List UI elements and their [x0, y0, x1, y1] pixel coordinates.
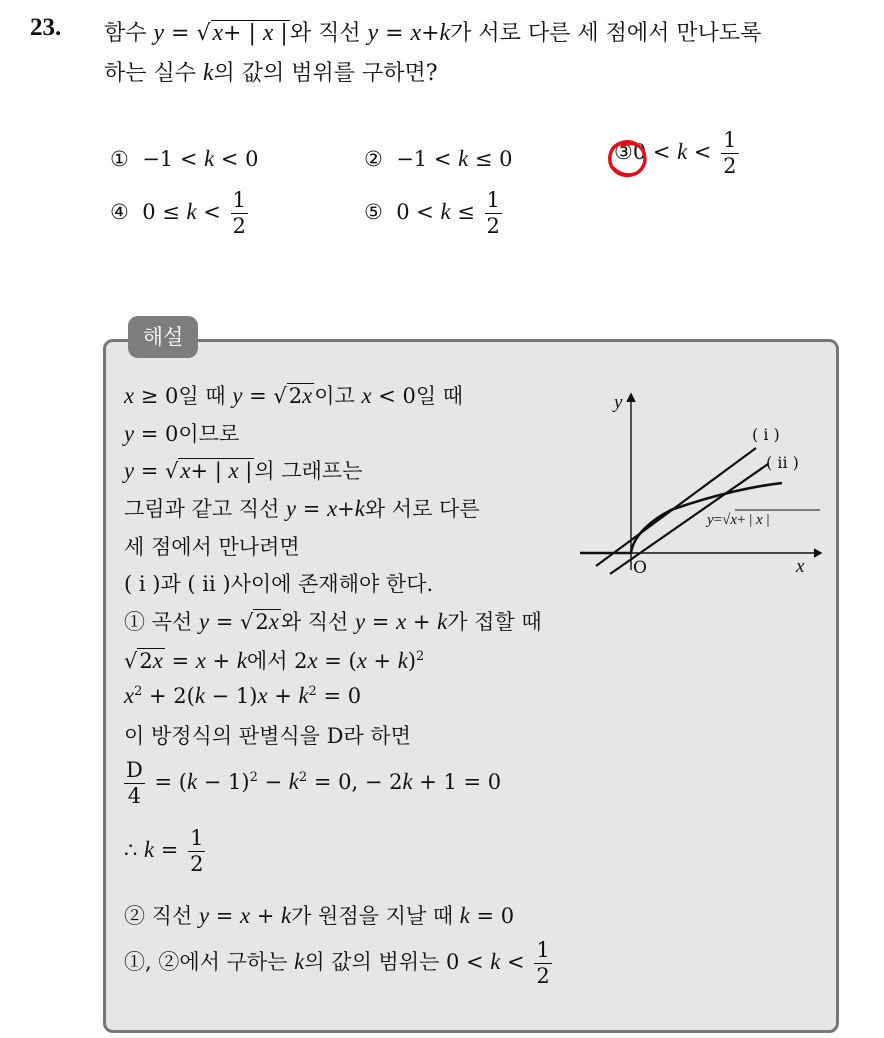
selected-answer-circle: [606, 138, 650, 180]
solution-line-3: y = √x+ | x |의 그래프는: [124, 458, 363, 483]
choice-3[interactable]: ③0 < k < $\frac{1}{2}$: [614, 128, 737, 178]
graph-y-label: y: [614, 392, 623, 413]
graph-origin-label: O: [633, 558, 647, 578]
line-i: [596, 448, 756, 566]
question-number: 23.: [30, 14, 62, 41]
solution-line-6: ( i )과 ( ii )사이에 존재해야 한다.: [124, 572, 434, 596]
solution-line-10: 이 방정식의 판별식을 D라 하면: [124, 724, 411, 748]
solution-line-1: x ≥ 0일 때 y = √2x이고 x < 0일 때: [124, 383, 464, 408]
choice-4[interactable]: ④ 0 ≤ k < $\frac{1}{2}$: [110, 188, 246, 238]
solution-line-11: $\frac{D}{4}$ = $(k - 1)^2 - k^2 = 0$, − 2k + 1 = 0: [126, 758, 502, 808]
solution-line-2: y = 0이므로: [124, 421, 240, 446]
solution-line-4: 그림과 같고 직선 y = x+k와 서로 다른: [124, 496, 480, 521]
graph-curve-label: y=√x+ | x |: [707, 512, 770, 528]
graph-line-i-label: ( i ): [752, 425, 780, 444]
y-axis-arrow: [627, 394, 635, 402]
solution-tag: 해설: [128, 316, 198, 358]
question-text-line2: 하는 실수 k의 값의 범위를 구하면?: [104, 60, 438, 86]
solution-line-5: 세 점에서 만나려면: [124, 535, 300, 559]
solution-line-9: $x^2 + 2(k - 1)x + k^2 = 0$: [124, 683, 362, 708]
solution-line-14: ①, ②에서 구하는 k의 값의 범위는 0 < k < $\frac{1}{2}$: [124, 938, 550, 988]
question-text-line1: 함수 y = √x+ | x |와 직선 y = x+k가 서로 다른 세 점에서 만나도록: [104, 20, 762, 46]
solution-line-12: ∴ k = $\frac{1}{2}$: [124, 826, 204, 876]
solution-line-8: √2x = x + k에서 $2x = (x + k)^2$: [124, 648, 425, 673]
choice-2[interactable]: ② −1 < k ≤ 0: [364, 146, 513, 171]
solution-line-7: ① 곡선 y = √2x와 직선 y = x + k가 접할 때: [124, 609, 542, 634]
graph-x-label: x: [796, 556, 805, 577]
graph-line-ii-label: ( ii ): [766, 453, 799, 472]
solution-graph: [576, 386, 826, 586]
x-axis-arrow: [814, 549, 821, 557]
solution-line-13: ② 직선 y = x + k가 원점을 지날 때 k = 0: [124, 903, 515, 928]
choice-1[interactable]: ① −1 < k < 0: [110, 146, 259, 171]
choice-5[interactable]: ⑤ 0 < k ≤ $\frac{1}{2}$: [364, 188, 500, 238]
